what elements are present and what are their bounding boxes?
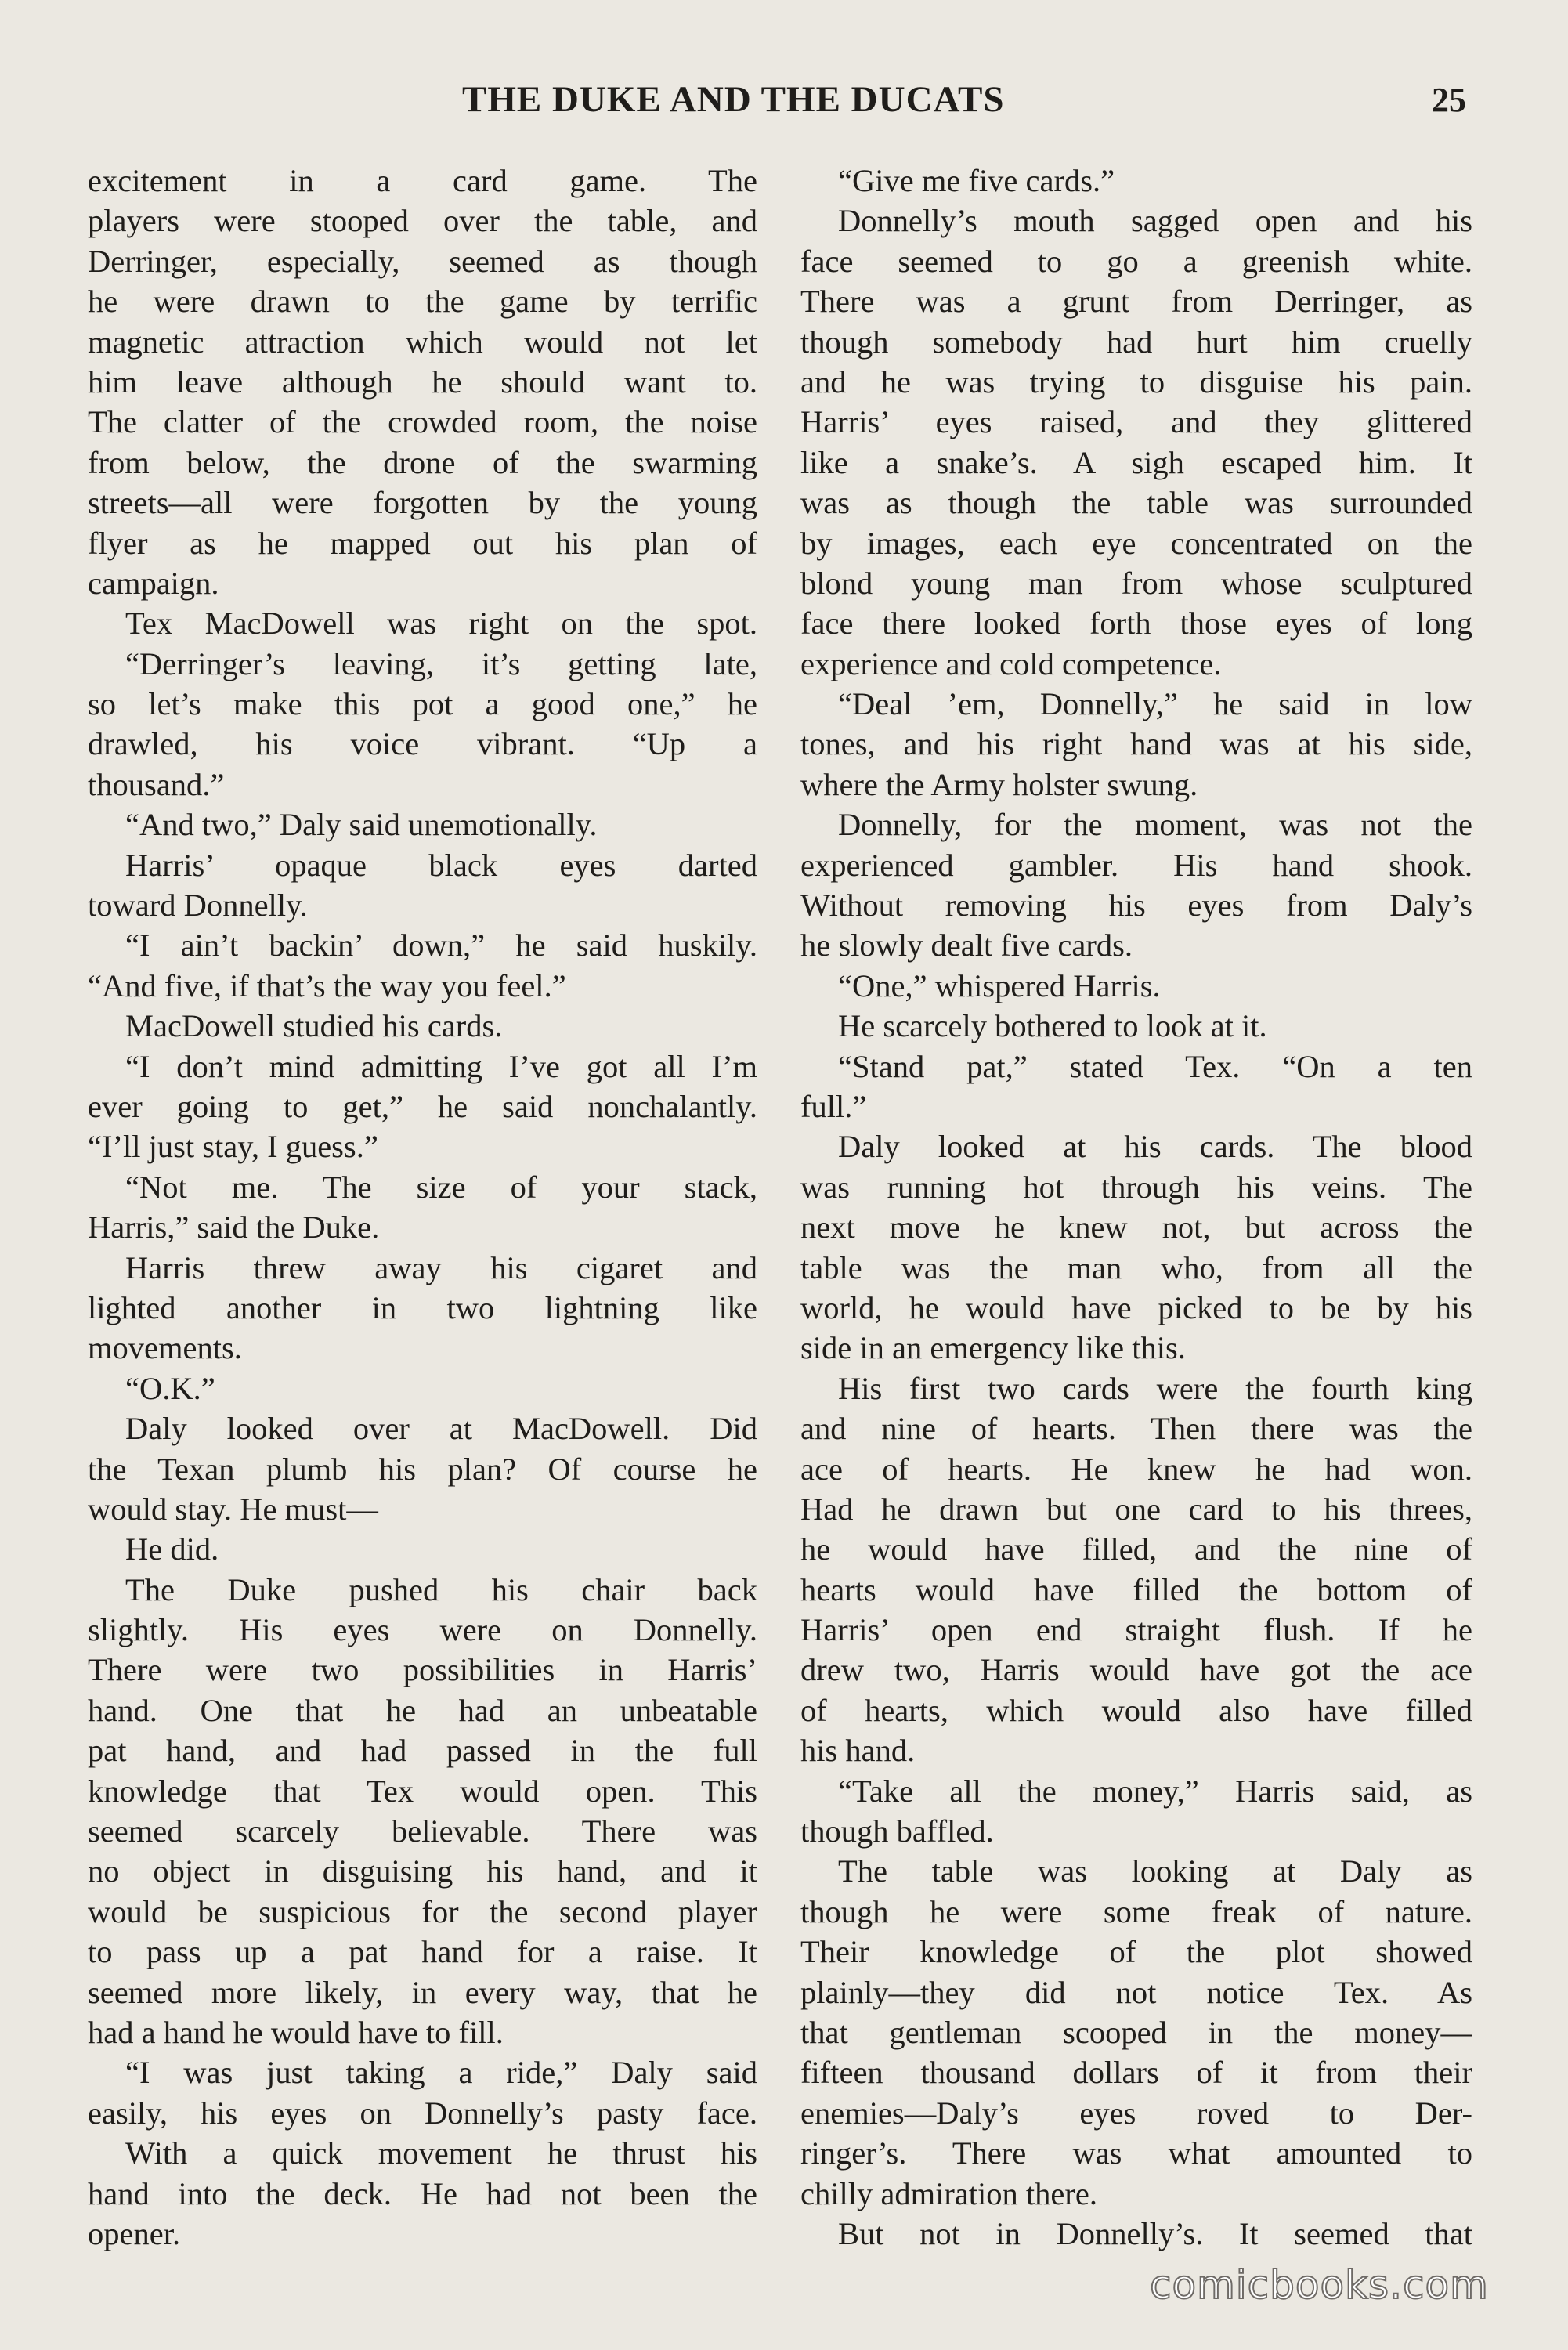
text-line: him leave although he should want to. (88, 363, 757, 400)
text-line: where the Army holster swung. (800, 766, 1198, 802)
text-line: Harris threw away his cigaret and (125, 1249, 757, 1285)
text-line: “Not me. The size of your stack, (125, 1169, 757, 1205)
text-line: lighted another in two lightning like (88, 1289, 757, 1325)
text-line: was as though the table was surrounded (800, 485, 1472, 521)
text-line: “And five, if that’s the way you feel.” (88, 967, 566, 1003)
text-line: Donnelly, for the moment, was not the (838, 807, 1472, 843)
text-line: side in an emergency like this. (800, 1330, 1186, 1366)
text-line: Had he drawn but one card to his threes, (800, 1491, 1472, 1527)
text-line: and nine of hearts. Then there was the (800, 1411, 1472, 1447)
text-line: The Duke pushed his chair back (125, 1571, 757, 1607)
text-line: flyer as he mapped out his plan of (88, 525, 757, 561)
text-line: slightly. His eyes were on Donnelly. (88, 1612, 757, 1648)
text-line: magnetic attraction which would not let (88, 324, 757, 360)
text-line: hearts would have filled the bottom of (800, 1571, 1472, 1607)
text-line: movements. (88, 1330, 242, 1366)
text-line: from below, the drone of the swarming (88, 444, 757, 480)
running-title: THE DUKE AND THE DUCATS (462, 79, 1005, 120)
text-line: was running hot through his veins. The (800, 1169, 1472, 1205)
text-line: opener. (88, 2215, 181, 2251)
text-line: ringer’s. There was what amounted to (800, 2135, 1472, 2171)
text-line: There were two possibilities in Harris’ (88, 1652, 757, 1688)
text-line: ever going to get,” he said nonchalantly. (88, 1088, 757, 1124)
text-line: With a quick movement he thrust his (125, 2135, 757, 2171)
text-line: There was a grunt from Derringer, as (800, 284, 1472, 320)
text-line: “Deal ’em, Donnelly,” he said in low (838, 686, 1472, 722)
text-line: hand into the deck. He had not been the (88, 2175, 757, 2211)
text-line: “I’ll just stay, I guess.” (88, 1129, 378, 1165)
text-line: enemies—Daly’s eyes roved to Der- (800, 2095, 1472, 2131)
text-line: he slowly dealt five cards. (800, 927, 1133, 964)
text-line: Harris,” said the Duke. (88, 1209, 380, 1246)
text-line: Daly looked at his cards. The blood (838, 1129, 1472, 1165)
text-line: “Derringer’s leaving, it’s getting late, (125, 645, 757, 682)
text-line: no object in disguising his hand, and it (88, 1853, 757, 1889)
text-line: pat hand, and had passed in the full (88, 1733, 757, 1769)
text-line: that gentleman scooped in the money— (800, 2014, 1472, 2050)
text-line: though he were some freak of nature. (800, 1893, 1472, 1929)
text-line: “And two,” Daly said unemotionally. (125, 807, 598, 843)
text-line: The clatter of the crowded room, the noise (88, 404, 757, 440)
text-line: had a hand he would have to fill. (88, 2014, 504, 2050)
text-line: drew two, Harris would have got the ace (800, 1652, 1472, 1688)
text-line: would be suspicious for the second player (88, 1893, 757, 1929)
text-line: The table was looking at Daly as (838, 1853, 1472, 1889)
text-line: “I was just taking a ride,” Daly said (125, 2055, 757, 2091)
text-line: knowledge that Tex would open. This (88, 1773, 757, 1809)
text-line: He did. (125, 1531, 219, 1567)
text-line: the Texan plumb his plan? Of course he (88, 1451, 757, 1487)
text-line: He scarcely bothered to look at it. (838, 1008, 1267, 1044)
left-text-column (88, 161, 757, 2254)
text-line: “I ain’t backin’ down,” he said huskily. (125, 927, 757, 964)
text-line: drawled, his voice vibrant. “Up a (88, 726, 757, 762)
page-number: 25 (1432, 81, 1466, 119)
text-line: would stay. He must— (88, 1491, 378, 1527)
text-line: “O.K.” (125, 1370, 215, 1406)
text-line: Donnelly’s mouth sagged open and his (838, 203, 1472, 239)
text-line: so let’s make this pot a good one,” he (88, 686, 757, 722)
text-line: ace of hearts. He knew he had won. (800, 1451, 1472, 1487)
text-line: “One,” whispered Harris. (838, 967, 1161, 1003)
text-line: excitement in a card game. The (88, 163, 757, 198)
text-line: he were drawn to the game by terrific (88, 284, 757, 320)
text-line: Derringer, especially, seemed as though (88, 243, 757, 279)
text-line: “Give me five cards.” (838, 163, 1115, 198)
text-line: plainly—they did not notice Tex. As (800, 1974, 1472, 2010)
text-line: Tex MacDowell was right on the spot. (125, 606, 757, 642)
text-line: experience and cold competence. (800, 645, 1222, 682)
text-line: next move he knew not, but across the (800, 1209, 1472, 1246)
text-line: But not in Donnelly’s. It seemed that (838, 2215, 1472, 2251)
text-line: though somebody had hurt him cruelly (800, 324, 1472, 360)
text-line: tones, and his right hand was at his side, (800, 726, 1472, 762)
text-line: easily, his eyes on Donnelly’s pasty face. (88, 2095, 757, 2131)
text-line: by images, each eye concentrated on the (800, 525, 1472, 561)
text-line: Without removing his eyes from Daly’s (800, 888, 1472, 924)
text-line: full.” (800, 1088, 867, 1124)
text-line: hand. One that he had an unbeatable (88, 1692, 757, 1728)
text-line: he would have filled, and the nine of (800, 1531, 1472, 1567)
text-line: table was the man who, from all the (800, 1249, 1472, 1285)
text-line: and he was trying to disguise his pain. (800, 363, 1472, 400)
text-line: campaign. (88, 565, 219, 601)
text-line: seemed more likely, in every way, that he (88, 1974, 757, 2010)
text-line: seemed scarcely believable. There was (88, 1813, 757, 1849)
text-line: “Take all the money,” Harris said, as (838, 1773, 1472, 1809)
text-line: Daly looked over at MacDowell. Did (125, 1411, 757, 1447)
text-line: world, he would have picked to be by his (800, 1289, 1472, 1325)
text-line: His first two cards were the fourth king (838, 1370, 1472, 1406)
text-line: like a snake’s. A sigh escaped him. It (800, 444, 1472, 480)
text-line: face there looked forth those eyes of long (800, 606, 1472, 642)
text-line: players were stooped over the table, and (88, 203, 757, 239)
text-line: blond young man from whose sculptured (800, 565, 1472, 601)
site-watermark: comicbooks.com (1150, 2262, 1489, 2308)
text-line: of hearts, which would also have filled (800, 1692, 1472, 1728)
right-text-column (800, 161, 1472, 2254)
text-line: chilly admiration there. (800, 2175, 1097, 2211)
text-line: to pass up a pat hand for a raise. It (88, 1934, 757, 1970)
text-line: thousand.” (88, 766, 225, 802)
text-line: Harris’ eyes raised, and they glittered (800, 404, 1472, 440)
text-line: Their knowledge of the plot showed (800, 1934, 1472, 1970)
text-line: “Stand pat,” stated Tex. “On a ten (838, 1048, 1472, 1084)
text-line: though baffled. (800, 1813, 994, 1849)
text-line: fifteen thousand dollars of it from their (800, 2055, 1472, 2091)
text-line: “I don’t mind admitting I’ve got all I’m (125, 1048, 757, 1084)
text-line: his hand. (800, 1733, 916, 1769)
text-line: Harris’ opaque black eyes darted (125, 847, 757, 883)
text-line: MacDowell studied his cards. (125, 1008, 503, 1044)
text-line: streets—all were forgotten by the young (88, 485, 757, 521)
text-line: experienced gambler. His hand shook. (800, 847, 1472, 883)
text-line: toward Donnelly. (88, 888, 308, 924)
text-line: face seemed to go a greenish white. (800, 243, 1472, 279)
text-line: Harris’ open end straight flush. If he (800, 1612, 1472, 1648)
